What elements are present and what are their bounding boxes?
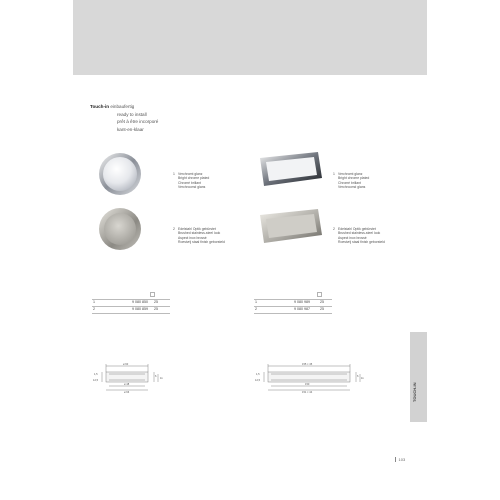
intro-line-nl: kant-en-klaar xyxy=(117,126,144,132)
box-icon xyxy=(150,292,155,297)
dim-bottom-2: ø 66 xyxy=(124,391,130,394)
table-row: 1 9 080 989 25 xyxy=(255,300,324,304)
rect-steel-handle-image xyxy=(256,207,324,245)
brand-name: Touch-in xyxy=(90,104,110,109)
rect-chrome-handle-image xyxy=(256,150,324,188)
page-number: 103 xyxy=(398,457,406,462)
order-table-round xyxy=(92,292,170,316)
product-desc-round-steel: 2 Edelstahl Optik gebürstet Brushed stainless-steel look Aspect inox brossé Roestvrij staal finish geborsteld xyxy=(173,227,225,245)
dim-right-1: 6 xyxy=(357,375,359,378)
product-desc-round-chrome: 1 Verchromt glanz Bright chrome plated Chromé brillant Verchroomd glans xyxy=(173,172,210,190)
box-icon xyxy=(317,292,322,297)
dim-bottom: ø 48 xyxy=(124,383,130,387)
dim-left-1: 1,5 xyxy=(94,373,98,376)
dim-bottom: 150 xyxy=(305,383,310,387)
intro-line-de: einbaufertig xyxy=(110,104,135,109)
side-tab-label: TOUCH-IN xyxy=(412,382,417,402)
rect-handle-drawing xyxy=(254,362,366,394)
table-row: 2 9 080 987 25 xyxy=(255,307,324,311)
round-handle-drawing xyxy=(92,362,172,394)
dim-top: ø 60 xyxy=(123,363,129,367)
dim-top: 155 × 45 xyxy=(302,363,313,367)
order-table-rect xyxy=(254,292,332,316)
dim-left-2: 12,5 xyxy=(255,379,261,382)
dim-right-2: 11 xyxy=(160,377,163,380)
dim-right-1: 6 xyxy=(155,375,157,378)
section-side-tab xyxy=(410,332,427,422)
dim-left-1: 1,5 xyxy=(256,373,260,376)
table-row: 1 9 080 850 25 xyxy=(93,300,158,304)
product-desc-rect-steel: 2 Edelstahl Optik gebürstet Brushed stainless-steel look Aspect inox brossé Roestvrij staal finish geborsteld xyxy=(333,227,385,245)
round-chrome-handle-image xyxy=(98,152,142,196)
dim-right-2: 11 xyxy=(361,377,364,380)
dim-bottom-2: 151 × 44 xyxy=(302,391,313,394)
dim-left-2: 12,5 xyxy=(93,379,99,382)
intro-line-en: ready to install xyxy=(117,111,147,117)
table-row: 2 9 080 859 25 xyxy=(93,307,158,311)
header-band xyxy=(73,0,427,75)
round-steel-handle-image xyxy=(98,207,142,251)
intro-line-fr: prêt à être incorporé xyxy=(117,119,159,125)
product-desc-rect-chrome: 1 Verchromt glanz Bright chrome plated Chromé brillant Verchroomd glans xyxy=(333,172,370,190)
intro-text xyxy=(90,103,158,133)
